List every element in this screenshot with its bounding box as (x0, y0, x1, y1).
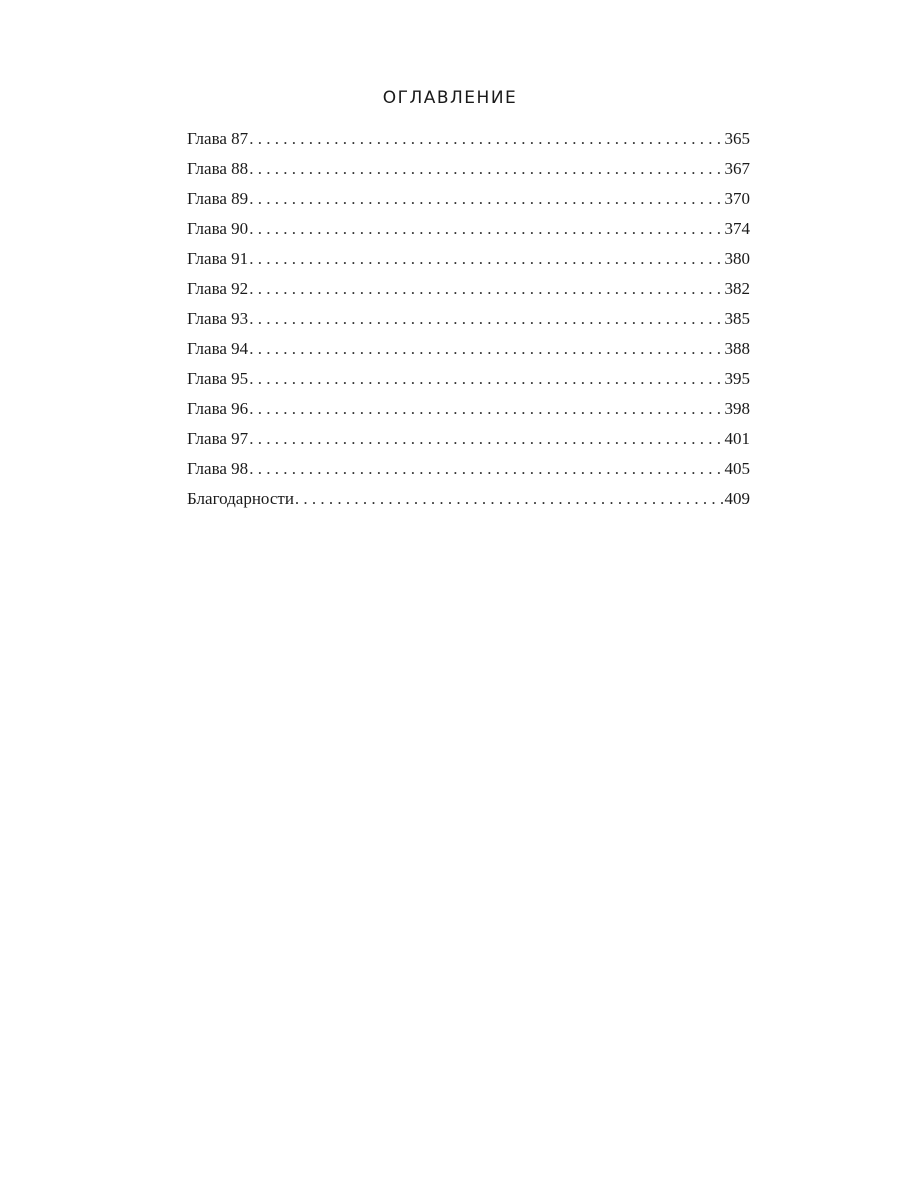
toc-entry-page: 365 (724, 129, 750, 148)
dot-leader (249, 154, 723, 184)
dot-leader (249, 454, 723, 484)
toc-entry-label: Глава 88 (187, 159, 249, 178)
toc-entry-label: Глава 92 (187, 279, 249, 298)
toc-entry[interactable] (187, 154, 750, 184)
toc-entry[interactable] (187, 184, 750, 214)
toc-entry[interactable] (187, 334, 750, 364)
dot-leader (249, 184, 723, 214)
toc-entry-label: Глава 96 (187, 399, 249, 418)
toc-title: ОГЛАВЛЕНИЕ (382, 88, 518, 108)
toc-entry-label: Глава 95 (187, 369, 249, 388)
toc-entry-label: Глава 91 (187, 249, 249, 268)
toc-entry-label: Глава 94 (187, 339, 249, 358)
dot-leader (249, 124, 723, 154)
toc-entry[interactable] (187, 124, 750, 154)
toc-entry-page: 385 (724, 309, 750, 328)
toc-entry[interactable] (187, 394, 750, 424)
toc-entry-page: 367 (724, 159, 750, 178)
toc-entry[interactable] (187, 424, 750, 454)
toc-entry-label: Глава 90 (187, 219, 249, 238)
toc-entry-label: Глава 93 (187, 309, 249, 328)
dot-leader (249, 244, 723, 274)
toc-entry[interactable] (187, 364, 750, 394)
toc-entry-page: 401 (724, 429, 750, 448)
toc-entry[interactable] (187, 454, 750, 484)
toc-entry-label: Глава 97 (187, 429, 249, 448)
toc-entry-page: 388 (724, 339, 750, 358)
toc-entry[interactable] (187, 274, 750, 304)
toc-entry-page: 374 (724, 219, 750, 238)
toc-entry-page: 409 (724, 489, 750, 508)
toc-entry-label: Благодарности (187, 489, 294, 508)
toc-entry[interactable] (187, 244, 750, 274)
dot-leader (249, 364, 723, 394)
dot-leader (249, 334, 723, 364)
dot-leader (249, 394, 723, 424)
toc-entry[interactable] (187, 304, 750, 334)
dot-leader (249, 424, 723, 454)
dot-leader (249, 214, 723, 244)
toc-entry[interactable] (187, 214, 750, 244)
toc-entry-page: 380 (724, 249, 750, 268)
toc-entry-page: 398 (724, 399, 750, 418)
toc-entry[interactable] (187, 484, 750, 514)
toc-entry-page: 370 (724, 189, 750, 208)
toc-entry-page: 395 (724, 369, 750, 388)
toc-entry-page: 405 (724, 459, 750, 478)
dot-leader (249, 304, 723, 334)
toc-entry-page: 382 (724, 279, 750, 298)
toc-entry-label: Глава 87 (187, 129, 249, 148)
dot-leader (249, 274, 723, 304)
toc-list (187, 124, 750, 514)
dot-leader (295, 484, 724, 514)
toc-entry-label: Глава 98 (187, 459, 249, 478)
toc-entry-label: Глава 89 (187, 189, 249, 208)
